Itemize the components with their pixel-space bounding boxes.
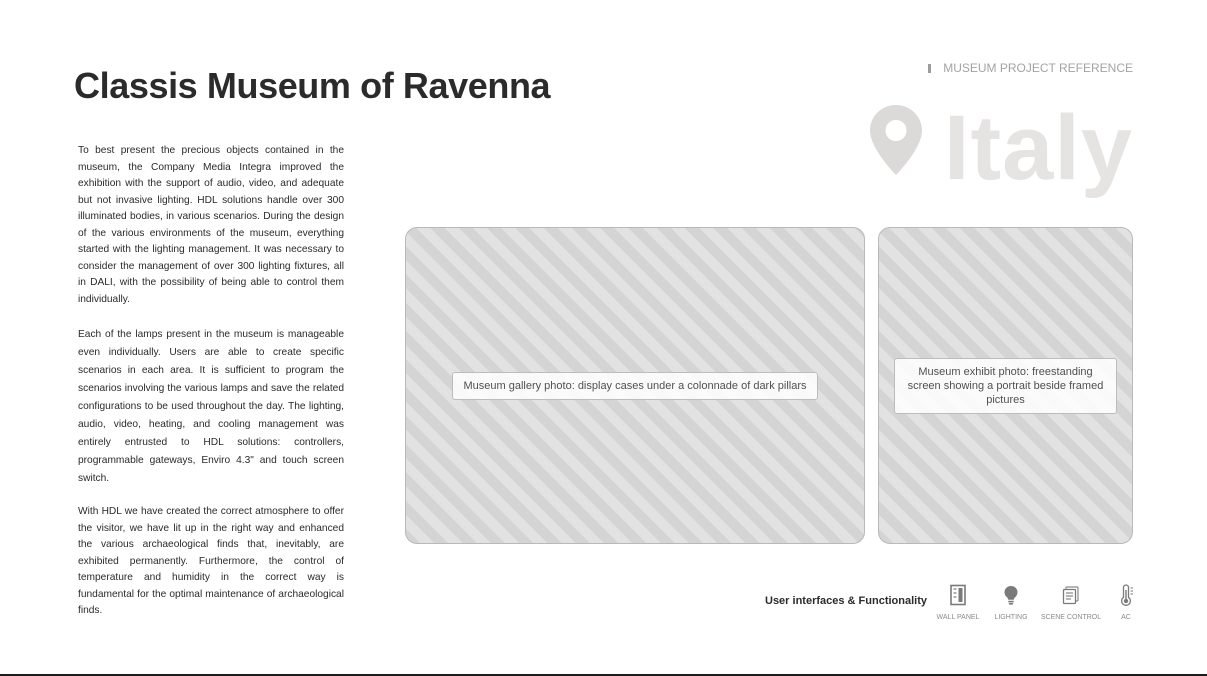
project-reference-label: MUSEUM PROJECT REFERENCE: [943, 61, 1133, 75]
wall-panel-icon: [947, 584, 969, 606]
map-pin-icon: [868, 103, 924, 177]
description-paragraph-2: Each of the lamps present in the museum is manageable even individually. Users are able to create specific scenarios in each area. It is sufficient to program the scenarios involving the various lamps and save the related configurations to be used throughout the day. The lighting, audio, video, heating, and cooling management was entirely entrusted to HDL solutions: controllers, programmable gateways, Enviro 4.3" and touch screen switch.: [78, 329, 344, 484]
feature-ac: [1091, 584, 1161, 622]
description-paragraph-1: To best present the precious objects contained in the museum, the Company Media Integra improved the exhibition with the support of audio, video, and adequate but not invasive lighting. HDL solutions handle over 300 illuminated bodies, in various scenarios. During the design of the various environments of the museum, everything started with the lighting management. It was necessary to consider the management of over 300 lighting fixtures, all in DALI, with the possibility of being able to control them individually.: [78, 145, 344, 305]
page-title: Classis Museum of Ravenna: [74, 65, 551, 106]
scene-control-icon: [1060, 584, 1082, 606]
description-column: [78, 143, 344, 620]
exhibit-photo: [878, 227, 1133, 544]
tag-marker: [928, 64, 931, 73]
exhibit-photo-placeholder-label: Museum exhibit photo: freestanding screen showing a portrait beside framed pictures: [894, 358, 1117, 414]
thermometer-icon: [1115, 584, 1137, 606]
feature-label-ac: AC: [1121, 614, 1131, 621]
description-paragraph-3: With HDL we have created the correct atmosphere to offer the visitor, we have lit up in the right way and enhanced the various archaeological finds that, inevitably, are exhibited permanently. Furthermore, the control of temperature and humidity in the correct way is fundamental for the optimal maintenance of archaeological finds.: [78, 506, 344, 616]
location-heading: [868, 98, 1133, 198]
feature-label-wall-panel: WALL PANEL: [936, 614, 980, 621]
gallery-photo-placeholder-label: Museum gallery photo: display cases under a colonnade of dark pillars: [452, 372, 817, 400]
features-heading: User interfaces & Functionality: [765, 595, 927, 607]
feature-label-lighting: LIGHTING: [994, 614, 1028, 621]
gallery-photo: [405, 227, 865, 544]
light-bulb-icon: [1000, 584, 1022, 606]
project-reference-tag: [928, 61, 1133, 75]
feature-label-scene-control: SCENE CONTROL: [1040, 614, 1102, 621]
country-name: Italy: [943, 97, 1133, 199]
